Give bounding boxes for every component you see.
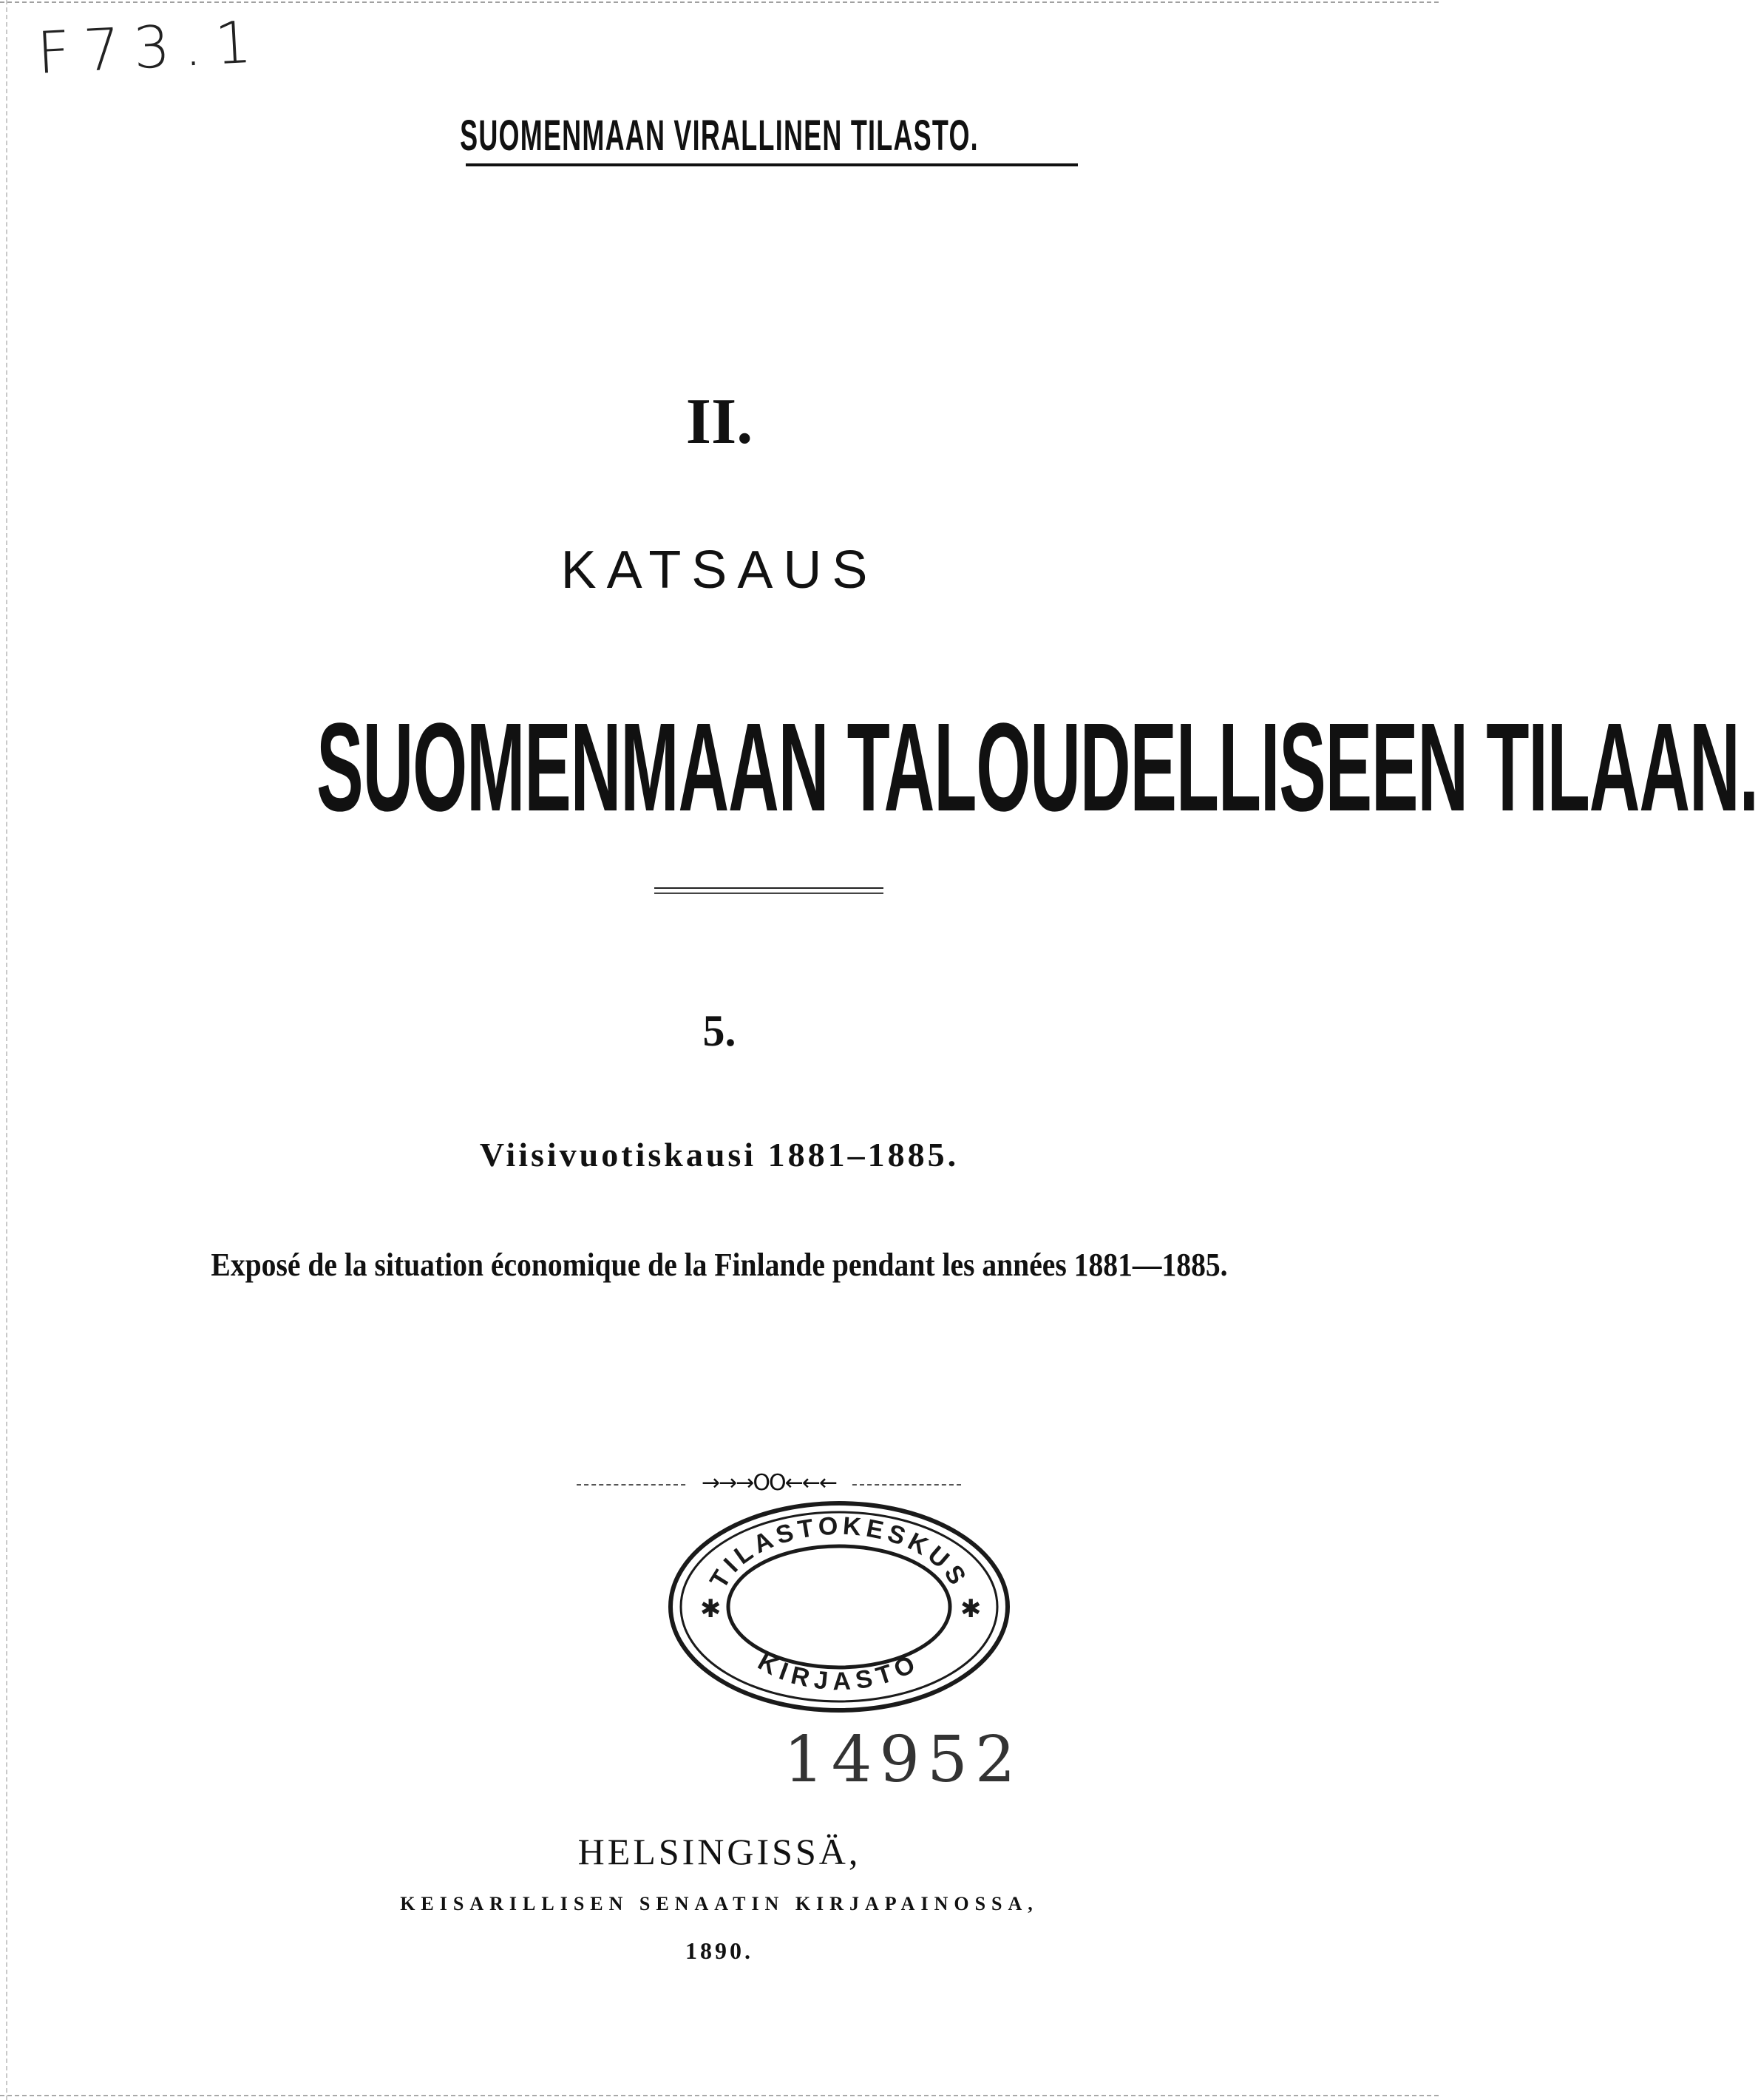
volume-number: 5.: [702, 1006, 736, 1055]
period-subtitle: Viisivuotiskausi 1881–1885.: [479, 1136, 960, 1173]
imprint-year: 1890.: [685, 1937, 753, 1964]
series-title: SUOMENMAAN VIRALLINEN TILASTO.: [460, 112, 979, 160]
handwritten-shelf-mark: F73.1: [35, 8, 267, 88]
library-stamp: [662, 1490, 1017, 1719]
accession-number: 14952: [784, 1723, 1023, 1797]
svg-text:KIRJASTO: [753, 1647, 925, 1696]
french-title: Exposé de la situation économique de la Finlande pendant les années 1881—1885.: [211, 1247, 1228, 1283]
divider-rule-upper: [654, 887, 883, 889]
divider-rule-lower: [654, 892, 883, 894]
stamp-star-left-icon: ✱: [700, 1594, 722, 1624]
ornament-glyph: →→→OO←←←: [688, 1470, 850, 1496]
heading: KATSAUS: [560, 541, 878, 600]
scan-edge-bottom: [0, 2095, 1439, 2096]
stamp-inner-ring: [728, 1546, 950, 1667]
scan-edge-top: [0, 1, 1439, 3]
imprint-place: HELSINGISSÄ,: [577, 1831, 861, 1872]
svg-text:TILASTOKESKUS: [705, 1512, 974, 1593]
series-title-underline: [466, 163, 1078, 166]
stamp-bottom-text: KIRJASTO: [753, 1647, 926, 1696]
main-title: SUOMENMAAN TALOUDELLISEEN TILAAN.: [316, 697, 1758, 838]
imprint-printer: KEISARILLISEN SENAATIN KIRJAPAINOSSA,: [400, 1893, 1039, 1914]
series-number: II.: [685, 386, 753, 458]
stamp-top-text: TILASTOKESKUS: [705, 1511, 974, 1593]
stamp-star-right-icon: ✱: [960, 1594, 982, 1624]
